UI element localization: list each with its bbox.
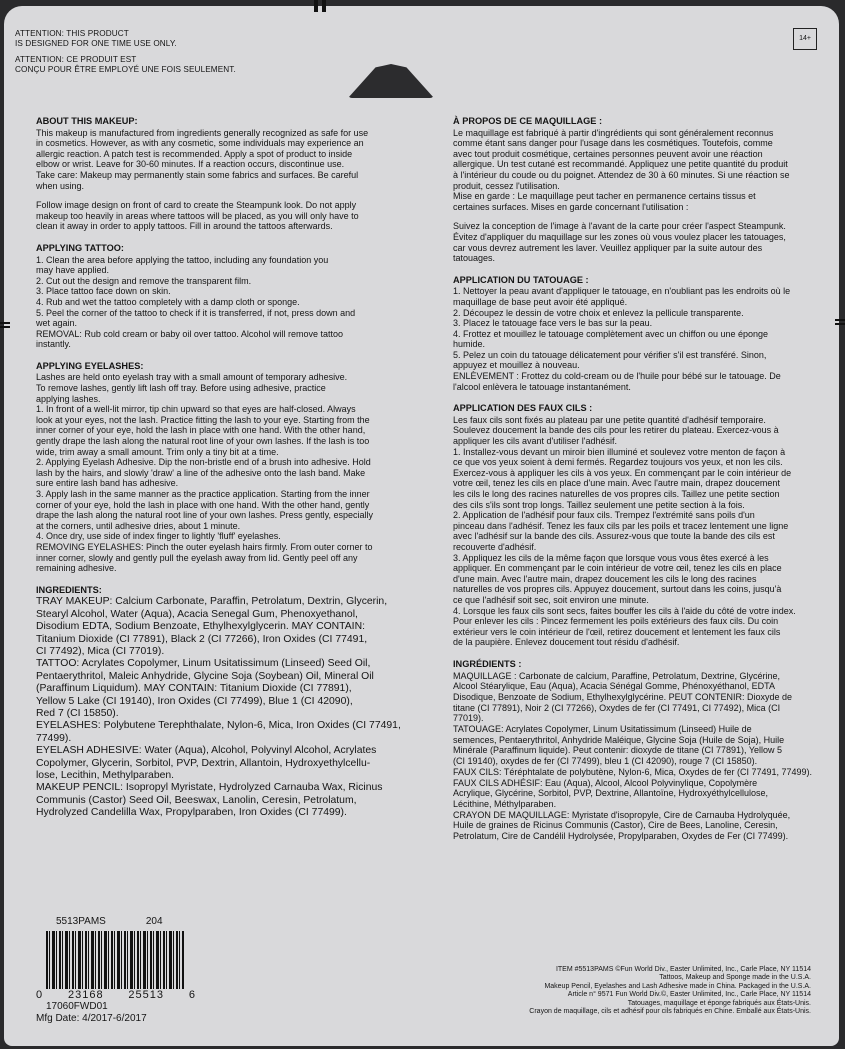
top-notch-left <box>314 0 318 12</box>
mfg-date: Mfg Date: 4/2017-6/2017 <box>36 1013 147 1024</box>
one-time-use-notice-en: ATTENTION: THIS PRODUCT IS DESIGNED FOR ONE TIME USE ONLY. <box>15 29 177 48</box>
upc-lead: 0 <box>36 989 44 1001</box>
sku-code: 5513PAMS <box>56 916 106 927</box>
right-edge-mark-2 <box>835 323 845 325</box>
tattoo-text-fr: 1. Nettoyer la peau avant d'appliquer le tatouage, en n'oubliant pas les endroits où le maquillage de base peut avoir été appliqué. 2. Découpez le dessin de votre choix et enlevez la pellicule transparente. 3. Placez le tatouage face vers le bas sur la peau. 4. Frottez et mouillez le tatouage complètement avec un chiffon ou une éponge humide. 5. Pelez un coin du tatouage délicatement pour vérifier s'il est transféré. Sinon, appuyez et mouillez à nouveau. ENLÈVEMENT : Frottez du cold-cream ou de l'huile pour bébé sur le tatouage. De l'alcool enlèvera le tatouage instantanément. <box>453 286 791 392</box>
follow-text-fr: Suivez la conception de l'image à l'avant de la carte pour créer l'aspect Steampunk. Évitez d'appliquer du maquillage sur les zones où vous voulez placer les tatouages, car vous devrez autrement les laver. Veuillez appliquer par la suite autour des tatouages. <box>453 221 786 264</box>
age-warning-icon: 14+ <box>793 28 817 50</box>
french-column <box>453 116 823 842</box>
tattoo-text-en: 1. Clean the area before applying the tattoo, including any foundation you may have applied. 2. Cut out the design and remove the transparent film. 3. Place tattoo face down on skin. 4. Rub and wet the tattoo completely with a damp cloth or sponge. 5. Peel the corner of the tattoo to check if it is transferred, if not, press down and wet again. REMOVAL: Rub cold cream or baby oil over tattoo. Alcohol will remove tattoo instantly. <box>36 254 356 350</box>
top-notch-right <box>322 0 326 12</box>
about-text-fr: Le maquillage est fabriqué à partir d'ingrédients qui sont généralement reconnus comme étant sans danger pour l'usage dans les cosmétiques. Toutefois, comme avec tout produit cosmétique, certaines personnes peuvent avoir une réaction allergique. Un test cutané est recommandé. Appliquez une petite quantité du produit à l'intérieur du coude ou du poignet. Attendez de 30 à 60 minutes. Si une réaction se produit, cessez l'utilisation. Mise en garde : Le maquillage peut tacher en permanence certains tissus et certaines surfaces. Mises en garde concernant l'utilisation : <box>453 127 790 212</box>
upc-check: 6 <box>188 989 196 1001</box>
about-text-en: This makeup is manufactured from ingredients generally recognized as safe for use in cosmetics. However, as with any cosmetic, some individuals may experience an allergic reaction. A patch test is recommended. Apply a spot of product to inside elbow or wrist. Leave for 30-60 minutes. If a reaction occurs, discontinue use. Take care: Makeup may permanently stain some fabrics and surfaces. Be careful when using. <box>36 127 369 191</box>
ingredients-text-fr: MAQUILLAGE : Carbonate de calcium, Paraffine, Petrolatum, Dextrine, Glycérine, Alcool Stéarylique, Eau (Aqua), Acacia Sénégal Gomme, Phénoxyéthanol, EDTA Disodique, Benzoate de Sodium, Ethylhexylglycérine. PEUT CONTENIR: Dioxyde de titane (CI 77891), Noir 2 (CI 77266), Oxydes de fer (CI 77491, CI 77492), Mica (CI 77019). TATOUAGE: Acrylates Copolymer, Linum Usitatissimum (Linseed) Huile de semences, Pentaerythritol, Anhydride Maléique, Glycine Soja (Huile de Soja), Huile Minérale (Paraffinum liquide). Peut contenir: dioxyde de titane (CI 77891), Yellow 5 (CI 19140), oxydes de fer (CI 77499), bleu 1 (CI 42090), rouge 7 (CI 15850). FAUX CILS: Téréphtalate de polybutène, Nylon-6, Mica, Oxydes de fer (CI 77491, 77499). FAUX CILS ADHÉSIF: Eau (Aqua), Alcool, Alcool Polyvinylique, Copolymère Acrylique, Glycérine, Sorbitol, PVP, Dextrine, Allantoïne, Hydroxyéthylcellulose, Lécithine, Méthylparaben. CRAYON DE MAQUILLAGE: Myristate d'isopropyle, Cire de Carnauba Hydrolyquée, Huile de graines de Ricinus Communis (Castor), Cire de Bees, Lanoline, Ceresin, Petrolatum, Cire de Candélil Hydrolysée, Propylparaben, Oxydes de Fer (CI 77499). <box>453 670 813 842</box>
about-title-en: ABOUT THIS MAKEUP: <box>36 116 138 126</box>
eyelash-text-en: Lashes are held onto eyelash tray with a small amount of temporary adhesive. To remove lashes, gently lift lash off tray. Before using adhesive, practice applying lashes. 1. In front of a well-lit mirror, tip chin upward so that eyes are half-closed. Always look at your eyes, not the lash. Practice fitting the lash to your eye. Starting from the inner corner of your eye, hold the lash in place with one hand. With the other hand, gently drape the lash along the natural root line of your own lashes. If the lash is too wide, trim away a small amount. Trim only a tiny bit at a time. 2. Applying Eyelash Adhesive. Dip the non-bristle end of a brush into adhesive. Hold lash by the hairs, and slowly 'draw' a line of the adhesive onto the lash band. Make sure entire lash band has adhesive. 3. Apply lash in the same manner as the practice application. Starting from the inner corner of your eye, hold the lash in place with one hand. With the other hand, gently drape the lash along the natural root line of your own lashes. Press gently, especially at the corners, until adhesive dries, about 1 minute. 4. Once dry, use side of index finger to lightly 'fluff' eyelashes. REMOVING EYELASHES: Pinch the outer eyelash hairs firmly. From outer corner to inner corner, slowly and gently pull the eyelash away from lid. Gently peel off any remaining adhesive. <box>36 372 374 574</box>
tattoo-title-en: APPLYING TATTOO: <box>36 242 124 253</box>
english-column <box>36 116 408 820</box>
eyelash-title-fr: APPLICATION DES FAUX CILS : <box>453 403 593 414</box>
about-title-fr: À PROPOS DE CE MAQUILLAGE : <box>453 116 603 126</box>
barcode-block <box>36 916 196 1025</box>
upc-left: 23168 <box>67 989 104 1001</box>
left-edge-mark <box>0 322 10 324</box>
one-time-use-notice-fr: ATTENTION: CE PRODUIT EST CONÇU POUR ÊTRE EMPLOYÉ UNE FOIS SEULEMENT. <box>15 55 236 74</box>
ingredients-title-fr: INGRÉDIENTS : <box>453 658 522 669</box>
upc-right: 25513 <box>128 989 164 1001</box>
upc-number <box>36 989 196 1001</box>
ingredients-text-en: TRAY MAKEUP: Calcium Carbonate, Paraffin, Petrolatum, Dextrin, Glycerin, Stearyl Alcohol, Water (Aqua), Acacia Senegal Gum, Phenoxyethanol, Disodium EDTA, Sodium Benzoate, Ethylhexylglycerin. MAY CONTAIN: Titanium Dioxide (CI 77891), Black 2 (CI 77266), Iron Oxides (CI 77491, CI 77492), Mica (CI 77019). TATTOO: Acrylates Copolymer, Linum Usitatissimum (Linseed) Seed Oil, Pentaerythritol, Maleic Anhydride, Glycine Soja (Soybean) Oil, Mineral Oil (Paraffinum Liquidum). MAY CONTAIN: Titanium Dioxide (CI 77891), Yellow 5 Lake (CI 19140), Iron Oxides (CI 77499), Blue 1 (CI 42090), Red 7 (CI 15850). EYELASHES: Polybutene Terephthalate, Nylon-6, Mica, Iron Oxides (CI 77491, 77499). EYELASH ADHESIVE: Water (Aqua), Alcohol, Polyvinyl Alcohol, Acrylates Copolymer, Glycerin, Sorbitol, PVP, Dextrin, Allantoin, Hydroxyethylcellu- lose, Lecithin, Methylparaben. MAKEUP PENCIL: Isopropyl Myristate, Hydrolyzed Carnauba Wax, Ricinus Communis (Castor) Seed Oil, Beeswax, Lanolin, Ceresin, Petrolatum, Hydrolyzed Candelilla Wax, Propylparaben, Iron Oxides (CI 77499). <box>36 596 401 819</box>
tattoo-title-fr: APPLICATION DU TATOUAGE : <box>453 274 589 285</box>
ingredients-title-en: INGREDIENTS: <box>36 584 102 595</box>
eyelash-title-en: APPLYING EYELASHES: <box>36 360 144 371</box>
left-edge-mark-2 <box>0 326 10 328</box>
right-edge-mark <box>835 319 845 321</box>
follow-text-en: Follow image design on front of card to create the Steampunk look. Do not apply makeup too heavily in areas where tattoos will be placed, as you will only have to clean it away in order to apply tattoos. Fill in around the tattoos afterwards. <box>36 200 359 232</box>
barcode-bars <box>46 931 184 989</box>
item-code: 204 <box>145 916 163 927</box>
legal-text: ITEM #5513PAMS ©Fun World Div., Easter Unlimited, Inc., Carle Place, NY 11514 Tattoos, Makeup and Sponge made in the U.S.A. Makeup Pencil, Eyelashes and Lash Adhesive made in China. Packaged in the U.S.A. Article n° 9571 Fun World Div.©, Easter Unlimited, Inc., Carle Place, NY 11514 Tatouages, maquillage et éponge fabriqués aux États-Unis. Crayon de maquillage, cils et adhésif pour cils fabriqués en Chine. Emballé aux États-Unis. <box>529 966 811 1016</box>
eyelash-text-fr: Les faux cils sont fixés au plateau par une petite quantité d'adhésif temporaire. Soulevez doucement la bande des cils pour les retirer du plateau. Exercez-vous à appliquer les cils avant d'utiliser l'adhésif. 1. Installez-vous devant un miroir bien illuminé et soulevez votre menton de façon à ce que vos yeux soient à demi fermés. Regardez toujours vos yeux, et non les cils. Exercez-vous à appliquer les cils à vos yeux. En commençant par le coin intérieur de votre œil, tenez les cils en place d'une main. Avec l'autre main, drapez doucement les cils le long des racines naturelles de vos propres cils. Taillez une petite section des cils s'ils sont trop longs. Taillez seulement une petite section à la fois. 2. Application de l'adhésif pour faux cils. Trempez l'extrémité sans poils d'un pinceau dans l'adhésif. Tenez les faux cils par les poils et tracez lentement une ligne avec l'adhésif sur la bande des cils. Assurez-vous que toute la bande des cils est recouverte d'adhésif. 3. Appliquez les cils de la même façon que lorsque vous vous êtes exercé à les appliquer. En commençant par le coin intérieur de votre œil, tenez les cils en place d'une main. Avec l'autre main, drapez doucement les cils le long des racines naturelles de vos propres cils. Appuyez doucement, surtout dans les coins, jusqu'à ce que l'adhésif soit sec, soit environ une minute. 4. Lorsque les faux cils sont secs, faites bouffer les cils à l'aide du côté de votre index. Pour enlever les cils : Pincez fermement les poils extérieurs des faux cils. Du coin extérieur vers le coin intérieur de l'œil, retirez doucement et lentement les faux cils de la paupière. Enlevez doucement tout résidu d'adhésif. <box>453 414 796 648</box>
lot-number: 17060FWD01 <box>46 1001 108 1012</box>
